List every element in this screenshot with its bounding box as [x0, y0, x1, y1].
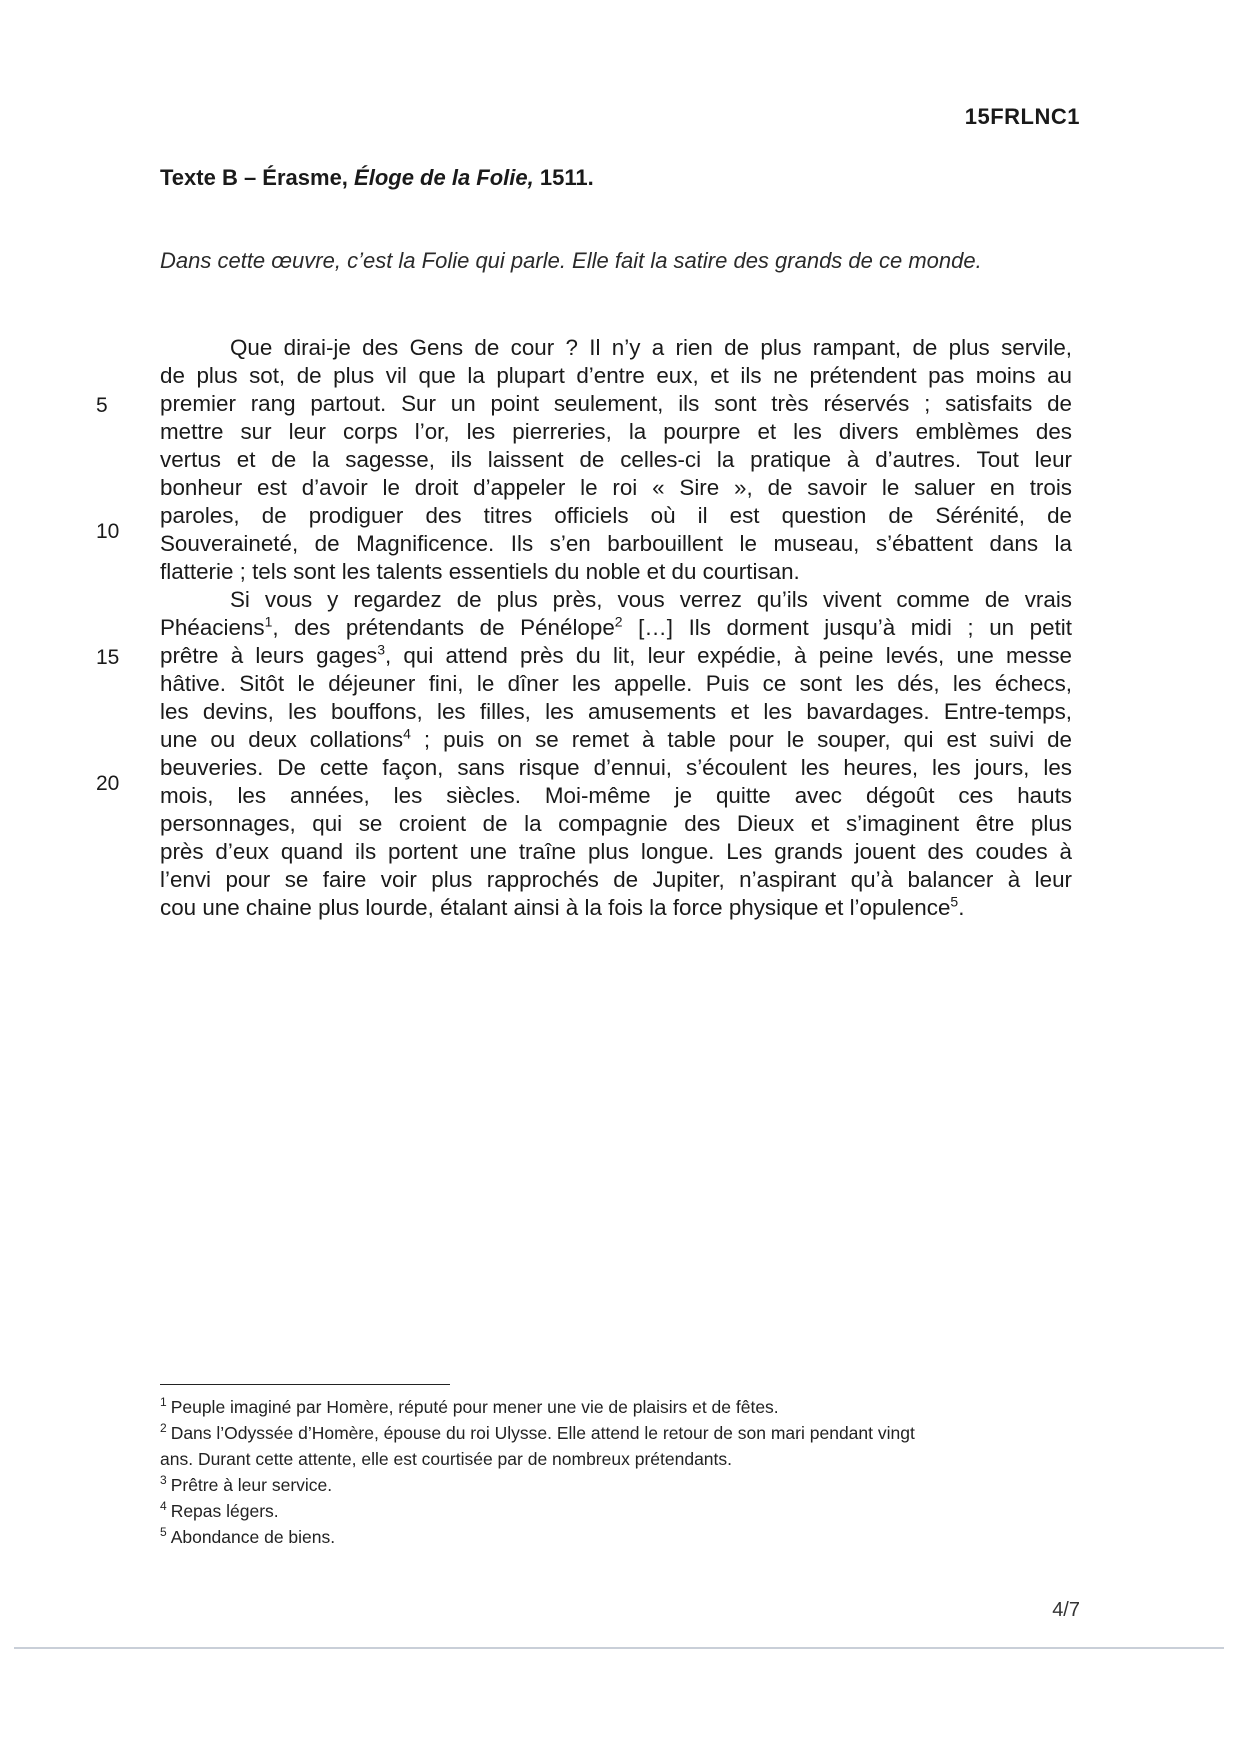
footnote-text: Prêtre à leur service.	[170, 1475, 333, 1495]
text-segment: , des prétendants de Pénélope	[272, 615, 615, 640]
text-line: hâtive. Sitôt le déjeuner fini, le dîner les appelle. Puis ce sont les dés, les échecs,	[160, 671, 1072, 696]
text-line: vertus et de la sagesse, ils laissent de celles-ci la pratique à d’autres. Tout leur	[160, 447, 1072, 472]
footnote-number: 1	[160, 1395, 167, 1410]
main-text	[160, 334, 1072, 922]
text-line: flatterie ; tels sont les talents essentiels du noble et du courtisan.	[160, 559, 800, 584]
text-segment: , qui attend près du lit, leur expédie, à peine levés, une messe	[384, 643, 1072, 668]
footnote-number: 3	[160, 1473, 167, 1488]
text-segment: ; puis on se remet à table pour le souper, qui est suivi de	[410, 727, 1072, 752]
text-line: beuveries. De cette façon, sans risque d’ennui, s’écoulent les heures, les jours, les	[160, 755, 1072, 780]
line-number-10: 10	[96, 520, 120, 543]
text-line	[160, 642, 1072, 670]
footnote-ref: 1	[264, 613, 273, 630]
page-number: 4/7	[1052, 1599, 1080, 1621]
text-line: mois, les années, les siècles. Moi-même je quitte avec dégoût ces hauts	[160, 783, 1072, 808]
footnote-5	[160, 1524, 1080, 1550]
line-number-20: 20	[96, 772, 120, 795]
text-line	[160, 614, 1072, 642]
footnote-4	[160, 1498, 1080, 1524]
footnote-3	[160, 1472, 1080, 1498]
text-line: bonheur est d’avoir le droit d’appeler le roi « Sire », de savoir le saluer en trois	[160, 475, 1072, 500]
title-year: 1511.	[533, 165, 594, 190]
footnote-1	[160, 1394, 1080, 1420]
text-line: l’envi pour se faire voir plus rapprochés de Jupiter, n’aspirant qu’à balancer à leur	[160, 867, 1072, 892]
footnote-ref: 2	[614, 613, 623, 630]
footnote-text: Peuple imaginé par Homère, réputé pour mener une vie de plaisirs et de fêtes.	[170, 1397, 779, 1417]
footnote-text: Repas légers.	[170, 1501, 279, 1521]
text-line: près d’eux quand ils portent une traîne plus longue. Les grands jouent des coudes à	[160, 839, 1072, 864]
footnote-ref: 5	[950, 893, 959, 910]
text-segment: cou une chaine plus lourde, étalant ainsi à la fois la force physique et l’opulence	[160, 895, 951, 920]
footnote-ref: 4	[403, 725, 411, 742]
text-segment: une ou deux collations	[160, 727, 404, 752]
footnote-text: ans. Durant cette attente, elle est courtisée par de nombreux prétendants.	[160, 1449, 733, 1469]
footnotes	[160, 1394, 1080, 1550]
footnote-number: 4	[160, 1499, 167, 1514]
text-line: Souveraineté, de Magnificence. Ils s’en barbouillent le museau, s’ébattent dans la	[160, 531, 1072, 556]
text-line: personnages, qui se croient de la compagnie des Dieux et s’imaginent être plus	[160, 811, 1072, 836]
text-segment: […] Ils dorment jusqu’à midi ; un petit	[622, 615, 1073, 640]
text-line	[160, 894, 1072, 922]
text-title	[160, 165, 594, 191]
line-number-15: 15	[96, 646, 120, 669]
title-prefix: Texte B – Érasme,	[160, 165, 355, 190]
title-work: Éloge de la Folie,	[354, 165, 534, 190]
footnote-number: 2	[160, 1421, 167, 1436]
text-line: mettre sur leur corps l’or, les pierreries, la pourpre et les divers emblèmes des	[160, 419, 1072, 444]
document-code: 15FRLNC1	[964, 104, 1080, 129]
intro-text: Dans cette œuvre, c’est la Folie qui parle. Elle fait la satire des grands de ce monde.	[160, 248, 982, 273]
footnote-divider	[160, 1384, 450, 1385]
text-segment: .	[958, 895, 965, 920]
footnote-2-continued	[160, 1446, 1080, 1472]
footnote-ref: 3	[377, 641, 385, 658]
text-line: paroles, de prodiguer des titres officiels où il est question de Sérénité, de	[160, 503, 1072, 528]
line-number-5: 5	[96, 394, 108, 417]
text-line	[160, 726, 1072, 754]
text-line: les devins, les bouffons, les filles, les amusements et les bavardages. Entre-temps,	[160, 699, 1072, 724]
footnote-text: Dans l’Odyssée d’Homère, épouse du roi Ulysse. Elle attend le retour de son mari pendant vingt	[170, 1423, 915, 1443]
text-line: de plus sot, de plus vil que la plupart d’entre eux, et ils ne prétendent pas moins au	[160, 363, 1072, 388]
footnote-2	[160, 1420, 1080, 1446]
text-segment: prêtre à leurs gages	[160, 643, 378, 668]
text-line: Que dirai-je des Gens de cour ? Il n’y a rien de plus rampant, de plus servile,	[230, 335, 1072, 360]
footnote-number: 5	[160, 1525, 167, 1540]
text-segment: Phéaciens	[160, 615, 265, 640]
footnote-text: Abondance de biens.	[170, 1527, 336, 1547]
text-line: premier rang partout. Sur un point seulement, ils sont très réservés ; satisfaits de	[160, 391, 1072, 416]
scan-edge-line	[14, 1647, 1224, 1649]
text-line: Si vous y regardez de plus près, vous verrez qu’ils vivent comme de vrais	[230, 587, 1072, 612]
